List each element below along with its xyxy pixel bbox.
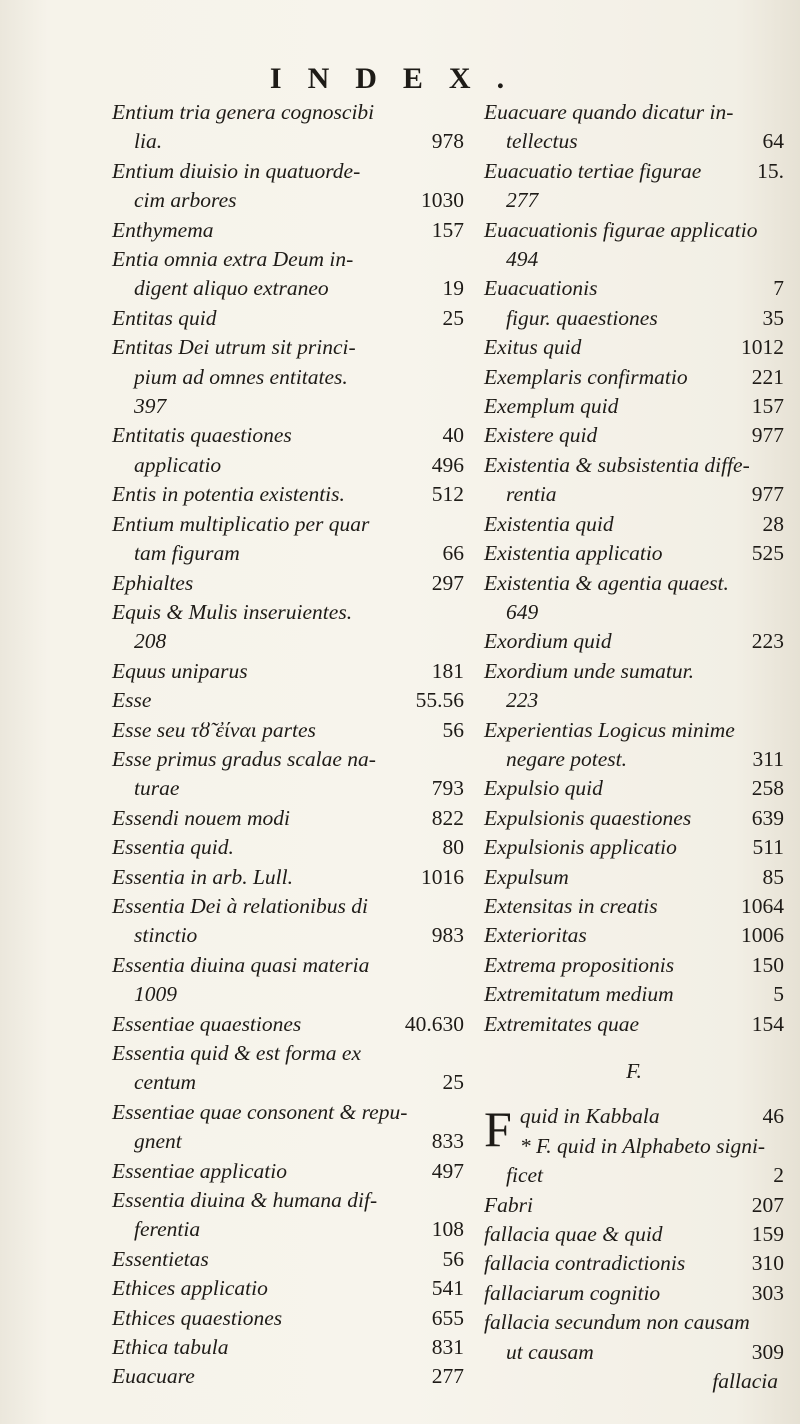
index-entry [112, 274, 464, 303]
index-entry [112, 1186, 464, 1215]
entry-text: Entium tria genera cognoscibi [112, 100, 375, 124]
index-entry [112, 1157, 464, 1186]
entry-text: 494 [506, 247, 539, 272]
entry-text: pium ad omnes entitates. [134, 364, 348, 389]
entry-text: Essentia diuina & humana dif- [112, 1188, 378, 1213]
entry-page-number: 977 [751, 482, 784, 507]
entry-page-number: 159 [751, 1222, 784, 1247]
index-entry [484, 363, 784, 392]
entry-text: Enthymema [112, 217, 214, 242]
entry-text: digent aliquo extraneo [134, 276, 329, 301]
entry-text: Entitatis quaestiones [112, 423, 292, 448]
index-entry [484, 1279, 784, 1308]
entry-text: Ethices quaestiones [112, 1305, 283, 1330]
index-entry [112, 921, 464, 950]
right-column [484, 98, 784, 1396]
index-entry [484, 951, 784, 980]
entry-text: Exterioritas [484, 923, 587, 948]
entry-page-number: 496 [431, 452, 464, 477]
entry-text: tam figuram [134, 541, 240, 566]
entry-text: Expulsionis applicatio [484, 835, 677, 860]
entry-text: 223 [506, 688, 539, 713]
entry-text: Entium diuisio in quatuorde- [112, 158, 361, 183]
entry-text: Essentia quid & est forma ex [112, 1041, 362, 1065]
entry-text: Ethica tabula [112, 1335, 229, 1360]
entry-text: Euacuare [112, 1364, 195, 1389]
index-entry [112, 716, 464, 745]
index-entry [112, 569, 464, 598]
index-entry [112, 1274, 464, 1303]
entry-page-number: 181 [431, 658, 464, 683]
index-entry [112, 363, 464, 392]
entry-page-number: 15. [757, 158, 784, 183]
entry-text: Euacuatio tertiae figurae [484, 158, 702, 183]
entry-page-number: 150 [751, 952, 784, 977]
entry-page-number: 309 [751, 1339, 784, 1364]
index-entry [112, 333, 464, 362]
entry-page-number: 310 [751, 1251, 784, 1276]
index-entry [112, 980, 464, 1009]
entry-text: Equus uniparus [112, 658, 248, 683]
entry-text: Expulsio quid [484, 776, 603, 801]
index-entry [112, 1098, 464, 1127]
entry-text: Existentia quid [484, 511, 614, 536]
index-entry [484, 1191, 784, 1220]
index-entry [112, 392, 464, 421]
entry-text: 208 [134, 629, 167, 654]
entry-text: Essentiae quae consonent & repu- [112, 1099, 408, 1124]
index-entry [484, 451, 784, 480]
entry-text: Entitas quid [112, 305, 217, 330]
entry-page-number: 19 [442, 276, 464, 301]
entry-page-number: 40 [442, 423, 464, 448]
entry-page-number: 56 [442, 1246, 464, 1271]
entry-text: Euacuationis [484, 276, 598, 301]
entry-text: Essentiae applicatio [112, 1158, 287, 1183]
index-entry [112, 774, 464, 803]
entry-text: fallacia secundum non causam [484, 1310, 750, 1335]
entry-text: Exemplaris confirmatio [484, 364, 688, 389]
entry-text: gnent [134, 1129, 182, 1154]
index-entry [484, 1010, 784, 1039]
entry-text: Entia omnia extra Deum in- [112, 247, 354, 272]
entry-text: Entitas Dei utrum sit princi- [112, 335, 356, 360]
index-entry [484, 1367, 784, 1396]
index-entry [520, 1132, 784, 1161]
entry-text: stinctio [134, 923, 198, 948]
entry-text: Existere quid [484, 423, 598, 448]
index-entry [484, 921, 784, 950]
entry-text: 649 [506, 599, 539, 624]
index-entry [484, 627, 784, 656]
index-entry [112, 510, 464, 539]
entry-text: Exordium quid [484, 629, 612, 654]
entry-text: Equis & Mulis inseruientes. [112, 599, 353, 624]
index-entry [484, 333, 784, 362]
index-entry [484, 774, 784, 803]
entry-text: ut causam [506, 1339, 594, 1364]
entry-text: 1009 [134, 982, 177, 1007]
index-entry [484, 216, 784, 245]
entry-page-number: 822 [431, 805, 464, 830]
index-entry [112, 304, 464, 333]
index-entry [484, 892, 784, 921]
entry-page-number: 223 [751, 629, 784, 654]
entry-text: fallacia quae & quid [484, 1222, 663, 1247]
f-section [484, 1102, 784, 1396]
entry-page-number: 525 [751, 541, 784, 566]
entry-text: Exordium unde sumatur. [484, 658, 695, 683]
index-entry [484, 833, 784, 862]
index-entry [112, 421, 464, 450]
entry-page-number: 25 [442, 1070, 464, 1095]
index-entry [112, 657, 464, 686]
entry-text: Entium multiplicatio per quar [112, 511, 370, 536]
index-entry [112, 1127, 464, 1156]
section-letter: F. [626, 1059, 642, 1083]
entry-page-number: 85 [762, 864, 784, 889]
index-entry [484, 657, 784, 686]
index-entry [484, 186, 784, 215]
index-entry [112, 480, 464, 509]
index-entry [112, 892, 464, 921]
entry-text: Essentiae quaestiones [112, 1011, 302, 1036]
entry-text: Essentia Dei à relationibus di [112, 893, 368, 918]
index-entry [112, 98, 464, 127]
entry-text: Exemplum quid [484, 394, 619, 419]
entry-page-number: 1064 [741, 893, 784, 918]
index-entry [484, 980, 784, 1009]
index-entry [112, 745, 464, 774]
index-entry [112, 1068, 464, 1097]
entry-text: Essentia in arb. Lull. [112, 864, 293, 889]
entry-text: Experientias Logicus minime [484, 717, 735, 742]
entry-text: Existentia applicatio [484, 541, 663, 566]
entry-page-number: 221 [751, 364, 784, 389]
index-entry [520, 1102, 784, 1131]
index-entry [484, 510, 784, 539]
entry-page-number: 793 [431, 776, 464, 801]
index-entry [112, 1304, 464, 1333]
index-entry [484, 1220, 784, 1249]
index-entry [484, 392, 784, 421]
index-entry [112, 216, 464, 245]
entry-page-number: 1030 [421, 188, 464, 213]
entry-page-number: 831 [431, 1335, 464, 1360]
entry-text: Ephialtes [112, 570, 194, 595]
index-entry [112, 627, 464, 656]
index-entry [112, 157, 464, 186]
entry-text: * F. quid in Alphabeto signi- [519, 1133, 766, 1158]
entry-page-number: 80 [442, 835, 464, 860]
entry-text: Extremitates quae [484, 1011, 640, 1036]
entry-text: Expulsum [484, 864, 569, 889]
entry-page-number: 154 [751, 1011, 784, 1036]
index-entry [484, 1338, 784, 1367]
index-entry [112, 539, 464, 568]
index-entry [484, 274, 784, 303]
index-entry [112, 451, 464, 480]
entry-text: Esse primus gradus scalae na- [112, 746, 376, 771]
entry-page-number: 56 [442, 717, 464, 742]
entry-text: Extremitatum medium [484, 982, 674, 1007]
index-entry [484, 304, 784, 333]
entry-text: Essentia quid. [112, 835, 234, 860]
entry-text: 277 [506, 188, 539, 213]
entry-text: quid in Kabbala [519, 1104, 660, 1129]
f-entries [484, 1102, 784, 1396]
entry-page-number: 655 [431, 1305, 464, 1330]
entry-page-number: 64 [762, 129, 784, 154]
entry-page-number: 1012 [741, 335, 784, 360]
entry-page-number: 157 [431, 217, 464, 242]
entry-text: Essentia diuina quasi materia [112, 952, 370, 977]
entry-text: Euacuationis figurae applicatio [484, 217, 758, 242]
entry-text: Exitus quid [484, 335, 582, 360]
entry-page-number: 108 [431, 1217, 464, 1242]
entry-text: Essendi nouem modi [112, 805, 290, 830]
entry-text: Expulsionis quaestiones [484, 805, 692, 830]
entry-text: ferentia [134, 1217, 201, 1242]
index-entry [112, 686, 464, 715]
right-entries [484, 98, 784, 1039]
entry-text: lia. [134, 129, 163, 154]
entry-text: Esse seu τȣ̃ ἐίναι partes [112, 717, 316, 742]
entry-page-number: 541 [431, 1276, 464, 1301]
entry-page-number: 512 [431, 482, 464, 507]
entry-text: Extrema propositionis [484, 952, 675, 977]
index-entry [112, 1333, 464, 1362]
entry-text: Esse [112, 688, 152, 713]
entry-page-number: 5 [773, 982, 784, 1007]
entry-page-number: 7 [773, 276, 784, 301]
entry-page-number: 46 [762, 1104, 784, 1129]
entry-page-number: 207 [751, 1192, 784, 1217]
index-entry [112, 951, 464, 980]
index-entry [112, 1362, 464, 1391]
entry-page-number: 277 [431, 1364, 464, 1389]
index-entry [112, 1039, 464, 1068]
entry-text: ficet [506, 1163, 544, 1188]
entry-page-number: 66 [442, 541, 464, 566]
entry-page-number: 303 [751, 1280, 784, 1305]
index-entry [112, 245, 464, 274]
f-dropcap: F [484, 1102, 512, 1158]
entry-page-number: 297 [431, 570, 464, 595]
entry-page-number: 311 [752, 746, 784, 771]
entry-text: figur. quaestiones [506, 305, 658, 330]
entry-page-number: 639 [751, 805, 784, 830]
index-entry [484, 1249, 784, 1278]
entry-page-number: 25 [442, 305, 464, 330]
index-entry [484, 245, 784, 274]
index-entry [484, 1308, 784, 1337]
index-entry [484, 421, 784, 450]
index-entry [112, 186, 464, 215]
entry-page-number: 1016 [421, 864, 464, 889]
index-entry [484, 569, 784, 598]
entry-text: Fabri [484, 1192, 533, 1217]
left-column [112, 98, 464, 1392]
index-entry [484, 598, 784, 627]
entry-text: cim arbores [134, 188, 237, 213]
index-entry [484, 127, 784, 156]
entry-page-number: 977 [751, 423, 784, 448]
index-entry [484, 1161, 784, 1190]
entry-page-number: 833 [431, 1129, 464, 1154]
entry-text: Existentia & subsistentia diffe- [484, 452, 750, 477]
entry-text: Entis in potentia existentis. [112, 482, 345, 507]
entry-page-number: 497 [431, 1158, 464, 1183]
entry-text: centum [134, 1070, 197, 1095]
index-entry [484, 863, 784, 892]
index-entry [484, 716, 784, 745]
index-entry [484, 157, 784, 186]
entry-page-number: 1006 [741, 923, 784, 948]
entry-page-number: 157 [751, 394, 784, 419]
entry-page-number: 35 [762, 305, 784, 330]
entry-text: Extensitas in creatis [484, 893, 658, 918]
index-entry [484, 480, 784, 509]
index-entry [484, 804, 784, 833]
entry-text: 397 [134, 394, 167, 419]
entry-text: Euacuare quando dicatur in- [484, 100, 734, 124]
index-entry [112, 127, 464, 156]
entry-text: turae [134, 776, 180, 801]
index-entry [484, 539, 784, 568]
entry-text: Ethices applicatio [112, 1276, 268, 1301]
entry-text: rentia [506, 482, 557, 507]
entry-page-number: 511 [752, 835, 784, 860]
entry-page-number: 2 [773, 1163, 784, 1188]
entry-page-number: 978 [431, 129, 464, 154]
index-entry [112, 863, 464, 892]
index-entry [112, 598, 464, 627]
entry-page-number: 258 [751, 776, 784, 801]
entry-text: applicatio [134, 452, 222, 477]
entry-text: tellectus [506, 129, 578, 154]
entry-text: fallacia [712, 1369, 778, 1394]
index-entry [484, 98, 784, 127]
index-entry [112, 833, 464, 862]
index-entry [112, 1010, 464, 1039]
index-entry [112, 1245, 464, 1274]
entry-page-number: 40.630 [404, 1011, 464, 1036]
index-entry [484, 745, 784, 774]
entry-text: fallacia contradictionis [484, 1251, 686, 1276]
entry-page-number: 983 [431, 923, 464, 948]
page-title: INDEX. [269, 62, 531, 95]
entry-text: Existentia & agentia quaest. [484, 570, 729, 595]
index-entry [112, 1215, 464, 1244]
entry-text: negare potest. [506, 746, 628, 771]
entry-text: Essentietas [112, 1246, 209, 1271]
index-entry [484, 686, 784, 715]
entry-text: fallaciarum cognitio [484, 1280, 661, 1305]
index-entry [112, 804, 464, 833]
entry-page-number: 55.56 [415, 688, 464, 713]
entry-page-number: 28 [762, 511, 784, 536]
